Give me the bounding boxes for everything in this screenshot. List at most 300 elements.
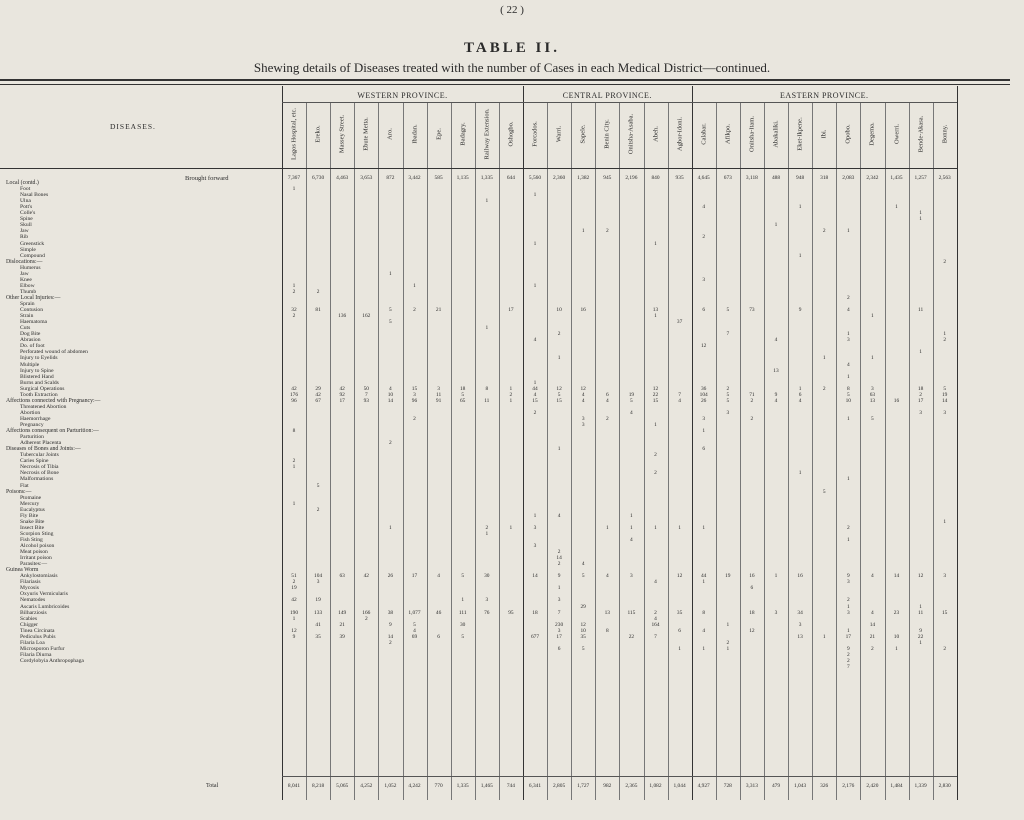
column-divider xyxy=(475,103,476,800)
brought-forward-value: 945 xyxy=(603,175,612,181)
disease-row-label: Microsporon Furfur xyxy=(20,645,65,652)
table-cell: 5 xyxy=(413,621,416,628)
table-cell: 4 xyxy=(871,609,874,616)
table-cell: 9 xyxy=(846,645,850,652)
column-divider xyxy=(306,103,307,800)
table-cell: 3 xyxy=(846,579,850,586)
brought-forward-value: 585 xyxy=(434,175,443,181)
table-cell: 46 xyxy=(435,609,442,616)
brought-forward-value: 1,382 xyxy=(577,175,590,181)
table-cell: 3 xyxy=(943,573,947,580)
disease-row-label: Haemorrhage xyxy=(20,415,51,422)
total-value: 8,041 xyxy=(287,783,301,789)
column-header xyxy=(549,104,569,164)
table-cell: 4 xyxy=(630,536,633,543)
table-cell: 5 xyxy=(630,397,633,404)
column-header-label: Epe. xyxy=(435,128,443,140)
disease-row-label: Burns and Scalds xyxy=(20,379,59,386)
brought-forward-value: 1,335 xyxy=(480,175,493,181)
table-cell: 51 xyxy=(291,573,297,580)
disease-row-label: Alcohol poison xyxy=(20,543,55,549)
column-divider xyxy=(909,103,910,800)
table-cell: 3 xyxy=(726,409,730,416)
total-value: 770 xyxy=(434,783,443,789)
table-cell: 1 xyxy=(798,470,802,477)
table-cell: 230 xyxy=(555,621,564,628)
table-cell: 1 xyxy=(798,204,802,211)
disease-row-label: Necrosis of Bone xyxy=(20,470,59,477)
table-cell: 7 xyxy=(364,391,368,398)
table-cell: 2 xyxy=(509,391,513,398)
table-cell: 36 xyxy=(700,385,707,392)
table-cell: 1 xyxy=(919,603,922,610)
disease-row-label: Simple xyxy=(20,246,36,253)
table-cell: 1 xyxy=(654,524,657,531)
total-value: 479 xyxy=(771,783,781,789)
table-cell: 1 xyxy=(654,422,657,428)
column-header xyxy=(646,104,666,164)
table-cell: 4 xyxy=(654,615,657,622)
table-cell: 3 xyxy=(581,422,585,428)
column-header xyxy=(935,104,955,164)
table-cell: 38 xyxy=(387,609,394,616)
disease-row-label: Spine xyxy=(20,216,33,223)
table-cell: 12 xyxy=(749,627,755,634)
table-cell: 5 xyxy=(461,573,465,580)
table-cell: 3 xyxy=(485,597,489,604)
table-cell: 3 xyxy=(871,385,874,392)
table-cell: 21 xyxy=(869,633,876,640)
table-cell: 1 xyxy=(678,645,681,652)
disease-row-label: Chigger xyxy=(20,621,39,628)
disease-row-label: Colle's xyxy=(20,210,36,217)
table-cell: 2 xyxy=(292,458,296,465)
total-rule-top xyxy=(282,776,957,777)
table-cell: 16 xyxy=(797,573,803,580)
table-cell: 1 xyxy=(822,633,826,640)
table-cell: 1 xyxy=(557,585,561,592)
table-cell: 1 xyxy=(919,210,922,217)
table-cell: 11 xyxy=(484,397,490,404)
table-cell: 1 xyxy=(292,500,296,507)
table-cell: 16 xyxy=(893,397,900,404)
table-cell: 1 xyxy=(798,385,802,392)
column-header-label: Abakaliki. xyxy=(772,120,780,148)
table-cell: 1 xyxy=(822,355,826,362)
disease-row-label: Filariasis xyxy=(20,579,41,586)
table-cell: 2 xyxy=(846,651,850,658)
table-cell: 16 xyxy=(580,307,586,314)
disease-row-label: Other Local Injuries:— xyxy=(6,294,61,301)
table-cell: 15 xyxy=(941,609,948,616)
column-divider xyxy=(282,86,283,800)
table-cell: 2 xyxy=(389,639,392,646)
disease-row-label: Caries Spine xyxy=(20,458,49,465)
brought-forward-value: 5,560 xyxy=(528,175,542,181)
column-divider xyxy=(812,103,813,800)
disease-row-label: Ankylostomiasis xyxy=(20,573,58,580)
table-cell: 2 xyxy=(316,288,320,295)
table-cell: 8 xyxy=(702,609,706,616)
table-cell: 2 xyxy=(605,228,609,235)
table-cell: 11 xyxy=(435,391,442,398)
column-header xyxy=(597,104,617,164)
disease-row-label: Affections connected with Pregnancy:— xyxy=(6,397,101,404)
table-cell: 12 xyxy=(580,621,586,628)
column-divider xyxy=(668,103,669,800)
table-cell: 1 xyxy=(846,603,850,610)
table-cell: 10 xyxy=(556,307,562,314)
table-cell: 14 xyxy=(556,555,562,562)
table-cell: 5 xyxy=(461,391,465,398)
disease-row-label: Humerus xyxy=(20,264,41,271)
total-value: 2,420 xyxy=(866,783,879,789)
table-cell: 10 xyxy=(387,391,394,398)
table-cell: 3 xyxy=(630,573,633,580)
column-header xyxy=(380,104,400,164)
disease-row-label: Pott's xyxy=(20,204,33,211)
table-cell: 12 xyxy=(917,573,924,580)
column-header xyxy=(911,104,931,164)
table-cell: 23 xyxy=(893,609,900,616)
table-cell: 1 xyxy=(846,627,850,634)
total-value: 1,043 xyxy=(794,783,807,789)
disease-row-label: Mycosis xyxy=(20,585,39,592)
column-header-label: Degema. xyxy=(868,122,876,146)
table-cell: 81 xyxy=(315,307,321,314)
table-cell: 9 xyxy=(292,633,296,640)
table-cell: 26 xyxy=(387,573,394,580)
table-cell: 69 xyxy=(411,633,418,640)
column-header xyxy=(332,104,352,164)
table-cell: 9 xyxy=(846,573,850,580)
table-cell: 1 xyxy=(389,270,392,277)
table-cell: 1 xyxy=(509,397,513,404)
table-cell: 1 xyxy=(389,524,392,531)
column-header xyxy=(790,104,810,164)
table-cell: 2 xyxy=(533,409,537,416)
table-cell: 14 xyxy=(387,633,394,640)
table-cell: 2 xyxy=(750,397,754,404)
table-cell: 32 xyxy=(291,307,297,314)
column-header xyxy=(742,104,762,164)
disease-row-label: Diseases of Bones and Joints:— xyxy=(6,446,81,453)
disease-row-label: Oxyuris Vermicularis xyxy=(20,591,68,598)
column-header-label: Owerri. xyxy=(893,123,900,145)
table-cell: 104 xyxy=(314,573,323,580)
disease-row-label: Injury to Spine xyxy=(20,367,54,374)
disease-row-label: Sprain xyxy=(20,301,35,307)
disease-row-label: Elbow xyxy=(20,282,35,289)
table-cell: 115 xyxy=(627,609,636,616)
column-header xyxy=(453,104,473,164)
table-cell: 15 xyxy=(652,397,659,404)
brought-forward-value: 488 xyxy=(771,175,781,181)
table-cell: 39 xyxy=(339,633,345,640)
column-header-label: Onitsha-Asaba. xyxy=(627,113,635,155)
disease-row-label: Pediculus Pubis xyxy=(20,633,56,640)
table-cell: 67 xyxy=(315,397,321,404)
table-cell: 9 xyxy=(798,307,802,314)
table-cell: 1 xyxy=(557,446,561,453)
disease-row-label: Surgical Operations xyxy=(20,385,65,392)
column-header-label: Opobo. xyxy=(844,124,852,144)
column-header xyxy=(814,104,834,164)
table-cell: 3 xyxy=(702,415,706,422)
top-rule-thin xyxy=(0,84,1010,85)
brought-forward-value: 2,342 xyxy=(866,175,879,181)
column-header-label: Ibadan. xyxy=(411,124,418,144)
column-header xyxy=(284,104,304,164)
table-cell: 8 xyxy=(485,385,489,392)
total-value: 5,065 xyxy=(336,783,349,789)
table-cell: 19 xyxy=(941,391,948,398)
table-cell: 1 xyxy=(774,573,778,580)
disease-row-label: Strain xyxy=(20,313,34,320)
table-cell: 1 xyxy=(413,282,416,289)
table-cell: 2 xyxy=(654,452,657,459)
brought-forward-value: 948 xyxy=(796,175,805,181)
table-cell: 14 xyxy=(869,621,876,628)
table-cell: 1 xyxy=(509,524,513,531)
disease-row-label: Guinea Worm xyxy=(6,567,39,574)
total-value: 1,082 xyxy=(649,783,662,789)
table-cell: 2 xyxy=(413,415,416,422)
column-divider xyxy=(354,103,355,800)
table-cell: 29 xyxy=(315,385,321,392)
table-cell: 63 xyxy=(339,573,345,580)
table-cell: 1 xyxy=(702,579,706,586)
table-cell: 149 xyxy=(338,609,347,616)
total-value: 1,339 xyxy=(914,783,927,789)
column-header-label: Railway Extension. xyxy=(483,108,491,160)
table-cell: 4 xyxy=(605,573,609,580)
disease-row-label: Necrosis of Tibia xyxy=(20,464,59,471)
table-cell: 22 xyxy=(917,633,924,640)
brought-forward-label: Brought forward xyxy=(185,175,229,182)
table-cell: 2 xyxy=(557,549,561,556)
column-header xyxy=(525,104,545,164)
column-header-label: Abeh. xyxy=(652,126,659,142)
table-cell: 41 xyxy=(315,621,321,628)
table-cell: 14 xyxy=(532,573,538,580)
disease-row-label: Do. of foot xyxy=(20,343,45,350)
table-cell: 2 xyxy=(750,415,754,422)
table-cell: 12 xyxy=(580,385,586,392)
table-cell: 1 xyxy=(533,192,537,199)
total-value: 2,176 xyxy=(842,783,855,789)
disease-row-label: Jaw xyxy=(20,228,29,235)
diseases-column-header: DISEASES. xyxy=(110,122,156,131)
total-value: 728 xyxy=(723,783,732,789)
table-cell: 1 xyxy=(895,204,898,211)
table-cell: 13 xyxy=(652,307,659,314)
column-header-label: Bonny. xyxy=(941,124,949,144)
table-cell: 17 xyxy=(556,633,562,640)
table-cell: 17 xyxy=(339,397,345,404)
table-cell: 2 xyxy=(822,228,826,235)
disease-row-label: Cuts xyxy=(20,325,31,332)
disease-row-label: Jaw xyxy=(20,270,29,277)
total-value: 3,313 xyxy=(745,783,758,789)
disease-row-label: Filaria Loa xyxy=(20,639,45,646)
table-cell: 2 xyxy=(846,597,850,604)
total-value: 326 xyxy=(820,783,829,789)
table-cell: 6 xyxy=(557,645,561,652)
table-cell: 1 xyxy=(533,512,537,519)
table-cell: 1 xyxy=(509,385,513,392)
table-cell: 2 xyxy=(919,391,922,398)
table-cell: 3 xyxy=(919,409,922,416)
table-cell: 4 xyxy=(581,561,585,568)
top-rule xyxy=(0,79,1010,81)
table-cell: 35 xyxy=(676,609,683,616)
brought-forward-value: 2,083 xyxy=(842,175,855,181)
disease-row-label: Filaria Diurna xyxy=(20,651,52,658)
table-cell: 9 xyxy=(774,391,778,398)
table-cell: 1 xyxy=(485,198,489,205)
table-cell: 3 xyxy=(798,621,802,628)
disease-row-label: Abortion xyxy=(20,409,41,416)
table-cell: 104 xyxy=(699,391,708,398)
table-cell: 677 xyxy=(530,633,540,640)
table-cell: 15 xyxy=(532,397,538,404)
table-cell: 65 xyxy=(459,397,466,404)
brought-forward-value: 7,367 xyxy=(287,175,301,181)
column-divider xyxy=(836,103,837,800)
table-cell: 42 xyxy=(363,573,369,580)
table-cell: 30 xyxy=(484,573,490,580)
table-cell: 6 xyxy=(702,446,706,453)
total-value: 1,484 xyxy=(890,783,903,789)
table-cell: 2 xyxy=(316,506,320,513)
column-divider xyxy=(451,103,452,800)
brought-forward-value: 840 xyxy=(651,175,660,181)
table-cell: 44 xyxy=(532,385,538,392)
table-cell: 2 xyxy=(822,385,826,392)
table-cell: 4 xyxy=(774,337,778,344)
table-cell: 2 xyxy=(557,331,561,338)
column-header xyxy=(718,104,738,164)
disease-row-label: Fly Bite xyxy=(20,512,39,519)
table-cell: 17 xyxy=(917,397,924,404)
table-cell: 2 xyxy=(943,645,947,652)
disease-row-label: Meat poison xyxy=(20,549,48,556)
table-cell: 1 xyxy=(726,621,730,628)
table-cell: 4 xyxy=(871,573,874,580)
brought-forward-value: 1,135 xyxy=(456,175,469,181)
table-cell: 18 xyxy=(917,385,924,392)
table-cell: 14 xyxy=(941,397,948,404)
column-header xyxy=(766,104,786,164)
header-rule xyxy=(0,168,957,169)
table-cell: 5 xyxy=(846,391,850,398)
disease-row-label: Irritant poison xyxy=(20,555,52,562)
disease-row-label: Ptomaine xyxy=(20,494,42,501)
brought-forward-value: 1,435 xyxy=(890,175,903,181)
table-cell: 5 xyxy=(726,307,730,314)
column-header-label: Lagos Hospital, etc. xyxy=(290,108,298,160)
total-value: 6,341 xyxy=(528,783,542,789)
table-cell: 1 xyxy=(292,464,296,471)
table-cell: 19 xyxy=(628,391,635,398)
table-cell: 2 xyxy=(846,657,850,664)
table-cell: 3 xyxy=(943,409,947,416)
total-value: 1,465 xyxy=(480,783,493,789)
table-cell: 8 xyxy=(292,428,296,435)
disease-row-label: Dog Bite xyxy=(20,331,41,338)
column-header xyxy=(862,104,882,164)
column-header-label: Benin City. xyxy=(603,119,611,149)
disease-row-label: Poisons:— xyxy=(6,488,32,495)
table-cell: 6 xyxy=(437,633,440,640)
total-value: 4,927 xyxy=(697,783,710,789)
table-cell: 5 xyxy=(389,319,392,326)
table-cell: 162 xyxy=(362,313,371,320)
table-cell: 2 xyxy=(557,561,561,568)
table-cell: 6 xyxy=(750,585,754,592)
disease-row-label: Pregnancy xyxy=(20,422,44,428)
table-cell: 19 xyxy=(725,573,731,580)
table-cell: 71 xyxy=(749,391,755,398)
table-cell: 4 xyxy=(774,397,778,404)
table-cell: 5 xyxy=(389,307,392,314)
table-cell: 4 xyxy=(605,397,609,404)
table-cell: 133 xyxy=(314,609,323,616)
column-header-label: Badagry. xyxy=(459,122,467,146)
column-header-label: Ebute Metta. xyxy=(362,117,370,151)
table-cell: 3 xyxy=(846,609,850,616)
table-cell: 3 xyxy=(413,391,416,398)
column-divider xyxy=(403,103,404,800)
table-cell: 4 xyxy=(389,385,392,392)
table-cell: 1 xyxy=(702,524,706,531)
disease-row-label: Tubercular Joints xyxy=(20,452,59,459)
table-cell: 1 xyxy=(557,355,561,362)
table-cell: 1 xyxy=(943,331,947,338)
table-cell: 11 xyxy=(917,609,924,616)
table-cell: 1 xyxy=(630,512,633,519)
table-cell: 4 xyxy=(846,361,850,368)
total-row-label: Total xyxy=(206,783,219,789)
table-cell: 1 xyxy=(943,518,947,525)
table-cell: 15 xyxy=(556,397,562,404)
table-cell: 29 xyxy=(580,603,586,610)
table-cell: 111 xyxy=(458,609,467,616)
disease-row-label: Flat xyxy=(20,482,29,489)
table-cell: 176 xyxy=(289,391,299,398)
total-value: 4,242 xyxy=(408,783,421,789)
column-header-label: Agbor-Idoni. xyxy=(676,117,684,151)
column-header xyxy=(694,104,714,164)
table-cell: 76 xyxy=(484,609,490,616)
table-cell: 1 xyxy=(798,252,802,259)
table-cell: 4 xyxy=(557,512,561,519)
disease-row-label: Perforated wound of abdomen xyxy=(20,349,88,356)
table-cell: 1 xyxy=(846,331,850,338)
table-cell: 2 xyxy=(654,470,657,477)
column-header xyxy=(405,104,425,164)
table-cell: 4 xyxy=(702,204,706,211)
province-rule xyxy=(282,102,957,103)
table-cell: 5 xyxy=(581,645,585,652)
column-header xyxy=(501,104,521,164)
disease-row-label: Ascaris Lumbricoides xyxy=(20,603,70,610)
table-title: TABLE II. xyxy=(464,40,560,56)
column-header xyxy=(356,104,376,164)
disease-row-label: Nematodes xyxy=(20,597,46,604)
table-cell: 1 xyxy=(533,282,537,289)
